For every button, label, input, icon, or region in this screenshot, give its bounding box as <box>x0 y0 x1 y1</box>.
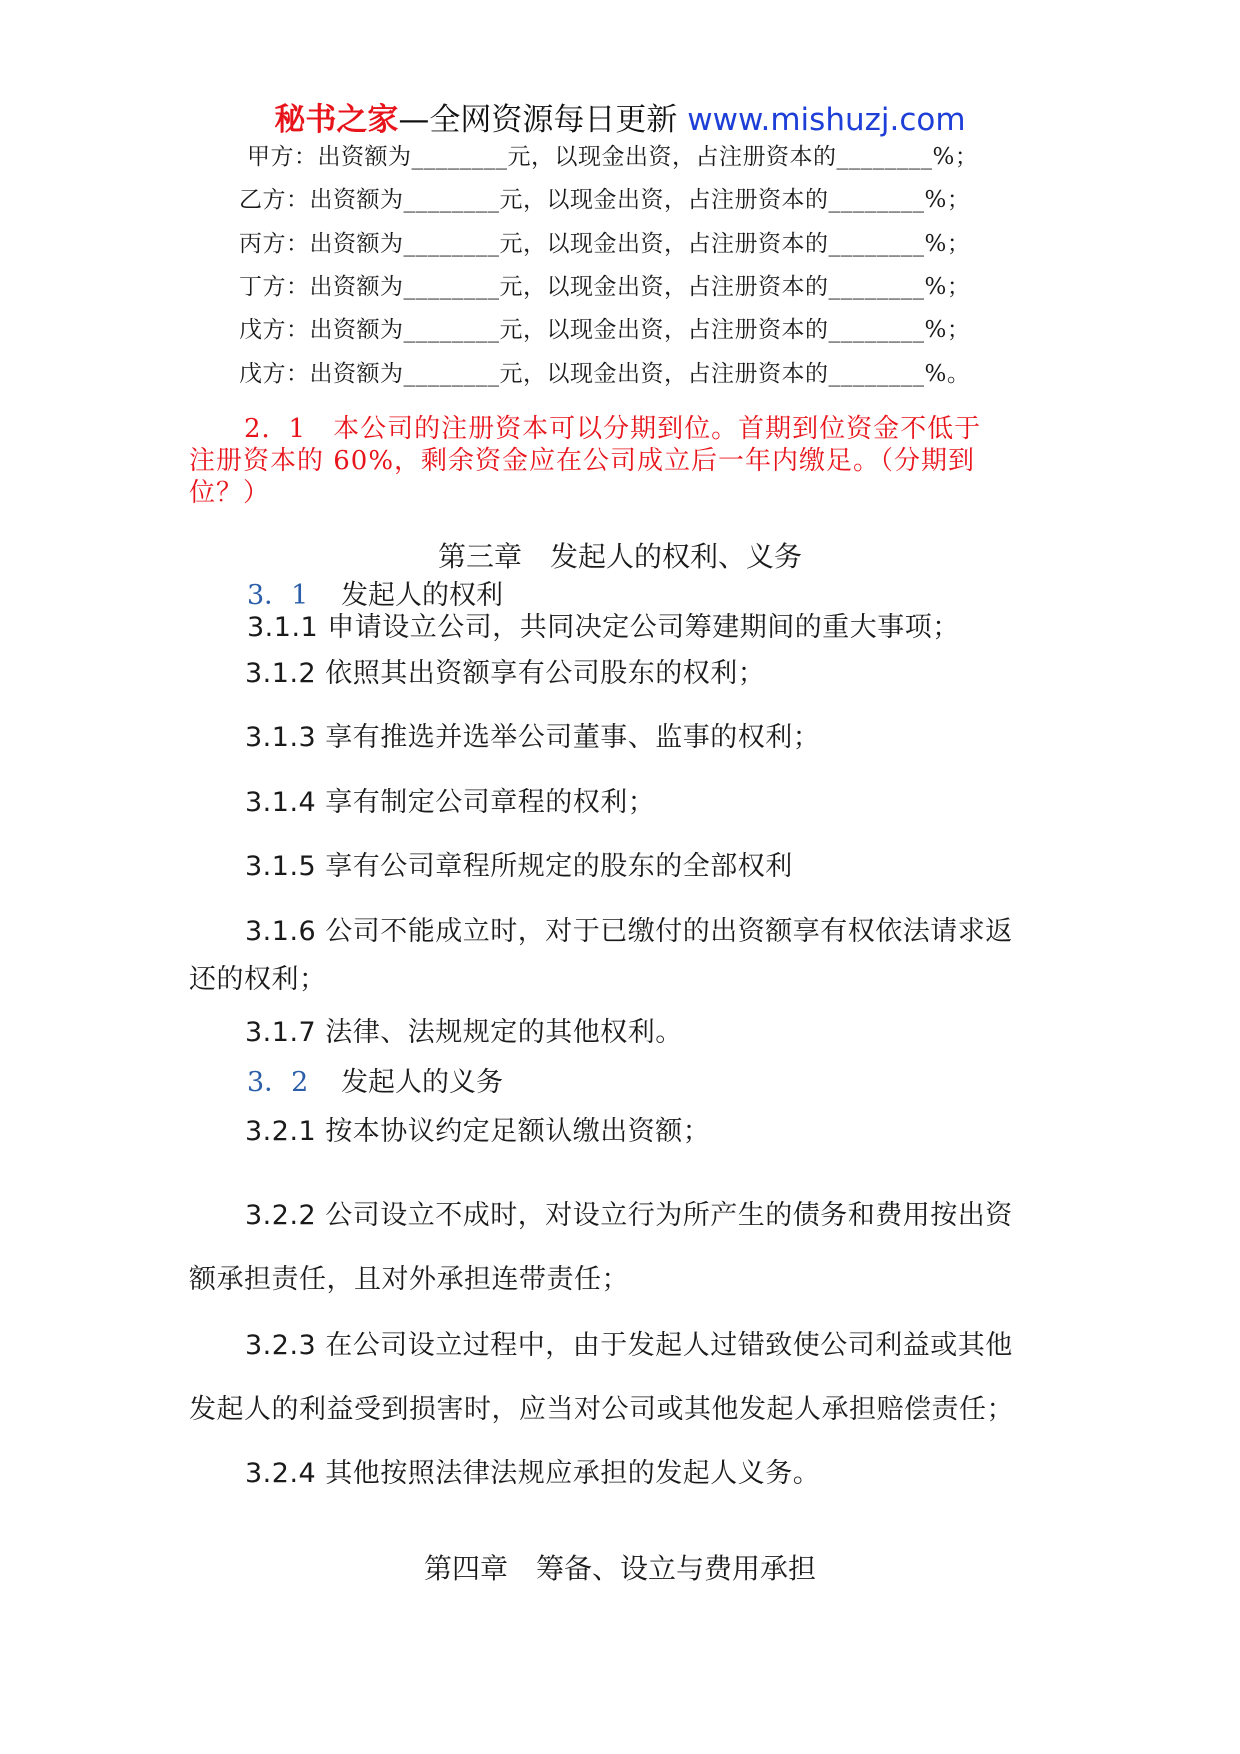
list-item <box>245 656 765 692</box>
investor-row: 乙方：出资额为________元，以现金出资，占注册资本的________%； <box>239 187 971 213</box>
list-item <box>245 849 793 885</box>
item-number: 3.1.2 <box>245 658 317 689</box>
list-item-continuation: 额承担责任，且对外承担连带责任； <box>189 1264 629 1295</box>
section-number: 3．2 <box>247 1067 309 1098</box>
item-number: 3.1.4 <box>245 787 317 818</box>
item-number: 3.2.3 <box>245 1330 317 1361</box>
brand-name: 秘书之家 <box>274 102 399 138</box>
site-header <box>0 100 1240 140</box>
item-number: 3.1.6 <box>245 916 317 947</box>
investor-row: 丁方：出资额为________元，以现金出资，占注册资本的________%； <box>239 274 971 300</box>
header-tagline: —全网资源每日更新 <box>398 102 678 138</box>
site-url[interactable]: www.mishuzj.com <box>687 102 966 138</box>
list-item <box>245 1198 1013 1234</box>
list-item <box>245 1456 820 1492</box>
item-text: 在公司设立过程中，由于发起人过错致使公司利益或其他 <box>325 1330 1013 1361</box>
item-text: 其他按照法律法规应承担的发起人义务。 <box>325 1458 821 1489</box>
list-item-continuation: 发起人的利益受到损害时，应当对公司或其他发起人承担赔偿责任； <box>189 1394 1014 1425</box>
item-text: 按本协议约定足额认缴出资额； <box>325 1116 711 1147</box>
item-text: 享有推选并选举公司董事、监事的权利； <box>325 722 821 753</box>
item-number: 3.1.3 <box>245 722 317 753</box>
item-text: 享有制定公司章程的权利； <box>325 787 656 818</box>
item-text: 公司设立不成时，对设立行为所产生的债务和费用按出资 <box>325 1200 1013 1231</box>
clause-2-1-line2: 注册资本的 60%，剩余资金应在公司成立后一年内缴足。（分期到 <box>189 446 976 476</box>
list-item-continuation: 还的权利； <box>189 964 327 995</box>
investor-row: 戊方：出资额为________元，以现金出资，占注册资本的________%。 <box>239 361 971 387</box>
list-item <box>247 610 960 646</box>
list-item <box>245 914 1013 950</box>
section-title: 发起人的权利 <box>340 580 503 611</box>
list-item <box>245 1328 1013 1364</box>
item-number: 3.1.7 <box>245 1017 317 1048</box>
chapter-3-title: 第三章 发起人的权利、义务 <box>437 540 802 573</box>
section-3-2-heading <box>247 1065 503 1101</box>
list-item <box>245 720 820 756</box>
investor-row: 甲方：出资额为________元，以现金出资，占注册资本的________%； <box>247 144 979 170</box>
chapter-4-title: 第四章 筹备、设立与费用承担 <box>423 1552 816 1585</box>
list-item <box>245 1015 683 1051</box>
item-number: 3.2.2 <box>245 1200 317 1231</box>
clause-2-1-line1: 2．1 本公司的注册资本可以分期到位。首期到位资金不低于 <box>244 414 982 444</box>
section-title: 发起人的义务 <box>340 1067 503 1098</box>
investor-row: 戊方：出资额为________元，以现金出资，占注册资本的________%； <box>239 317 971 343</box>
clause-2-1-line3: 位？） <box>189 478 271 508</box>
section-3-1-heading <box>247 578 503 614</box>
item-number: 3.2.4 <box>245 1458 317 1489</box>
item-text: 申请设立公司，共同决定公司筹建期间的重大事项； <box>327 612 960 643</box>
item-text: 公司不能成立时，对于已缴付的出资额享有权依法请求返 <box>325 916 1013 947</box>
item-number: 3.1.1 <box>247 612 319 643</box>
item-text: 法律、法规规定的其他权利。 <box>325 1017 683 1048</box>
item-number: 3.2.1 <box>245 1116 317 1147</box>
item-text: 享有公司章程所规定的股东的全部权利 <box>325 851 793 882</box>
list-item <box>245 785 655 821</box>
item-text: 依照其出资额享有公司股东的权利； <box>325 658 766 689</box>
section-number: 3．1 <box>247 580 309 611</box>
investor-row: 丙方：出资额为________元，以现金出资，占注册资本的________%； <box>239 231 971 257</box>
item-number: 3.1.5 <box>245 851 317 882</box>
list-item <box>245 1114 710 1150</box>
